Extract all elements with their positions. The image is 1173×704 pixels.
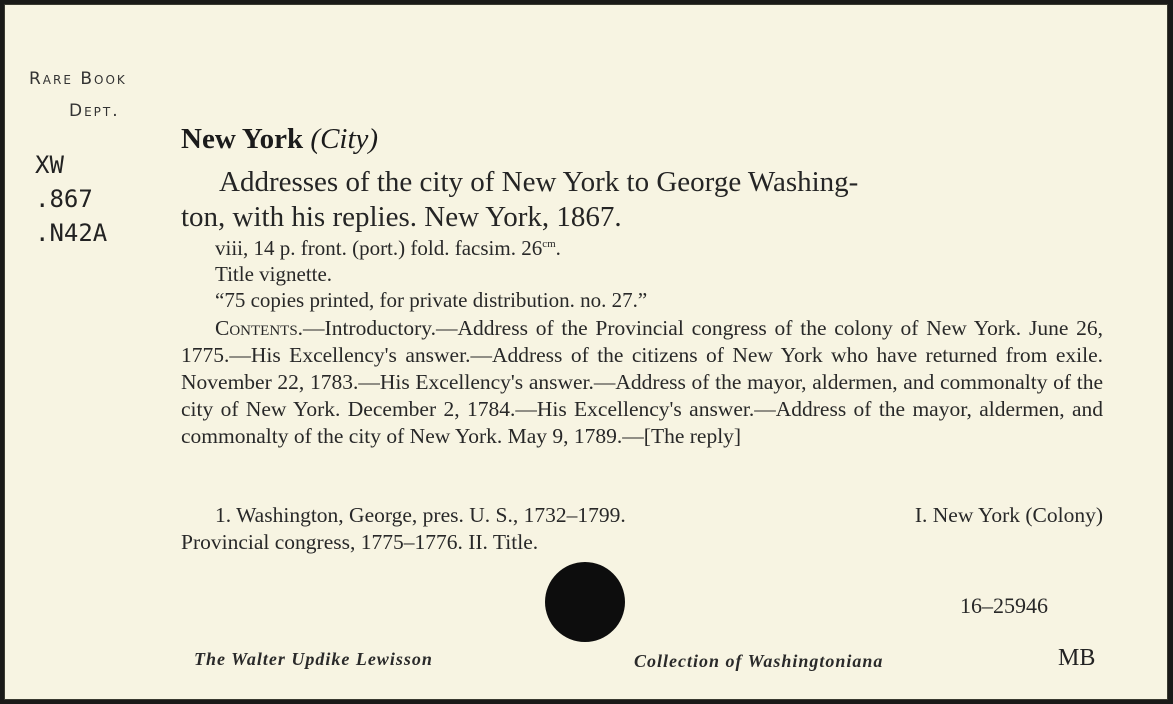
contents-note <box>181 315 1103 450</box>
call-number-line: XW <box>35 151 64 179</box>
tracing-line2: Provincial congress, 1775–1776. II. Title. <box>181 530 539 554</box>
title-line: Addresses of the city of New York to George Washing- <box>219 166 859 198</box>
call-number-line: .867 <box>35 185 93 213</box>
tracings <box>181 502 1103 556</box>
lccn: 16–25946 <box>960 593 1048 618</box>
title-line: ton, with his replies. New York, 1867. <box>181 201 622 233</box>
collation-end: . <box>555 236 561 260</box>
collation <box>181 236 1145 261</box>
call-number-line: .N42A <box>35 219 108 247</box>
contents-text: —Introductory.—Address of the Provincial congress of the colony of New York. June 26, 1775.—His Excellency's answer.—Address of the citizens of New York who have returned from exile. November 22, 1783.—His Excellency's answer.—Address of the mayor, aldermen, and commonalty of the city of New York. December 2, 1784.—His Excellency's answer.—Address of the mayor, aldermen, and commonalty of the city of New York. May 9, 1789.—[The reply] <box>181 316 1103 448</box>
tracing-subject: 1. Washington, George, pres. U. S., 1732–1799. <box>215 503 626 527</box>
collection-name-part1: The Walter Updike Lewisson <box>194 649 433 669</box>
tracing-added-entry: I. New York (Colony) <box>914 503 1103 527</box>
heading-main: New York <box>181 123 304 155</box>
rare-book-stamp-line1: Rare Book <box>29 69 127 89</box>
title-statement <box>181 165 1111 235</box>
collection-name-part2: Collection of Washingtoniana <box>634 651 884 671</box>
location-code: MB <box>1058 645 1096 671</box>
rare-book-stamp-line2: Dept. <box>69 101 120 121</box>
note-vignette: Title vignette. <box>215 262 333 286</box>
collation-unit: cm <box>542 238 556 250</box>
catalog-card <box>4 4 1168 700</box>
note-edition: “75 copies printed, for private distribution. no. 27.” <box>215 288 648 312</box>
main-heading <box>181 123 378 156</box>
punch-hole <box>545 562 625 642</box>
call-number <box>35 148 107 250</box>
collation-text: viii, 14 p. front. (port.) fold. facsim. 26 <box>215 236 543 260</box>
contents-label: Contents. <box>215 316 304 340</box>
heading-qualifier: (City) <box>310 123 379 155</box>
